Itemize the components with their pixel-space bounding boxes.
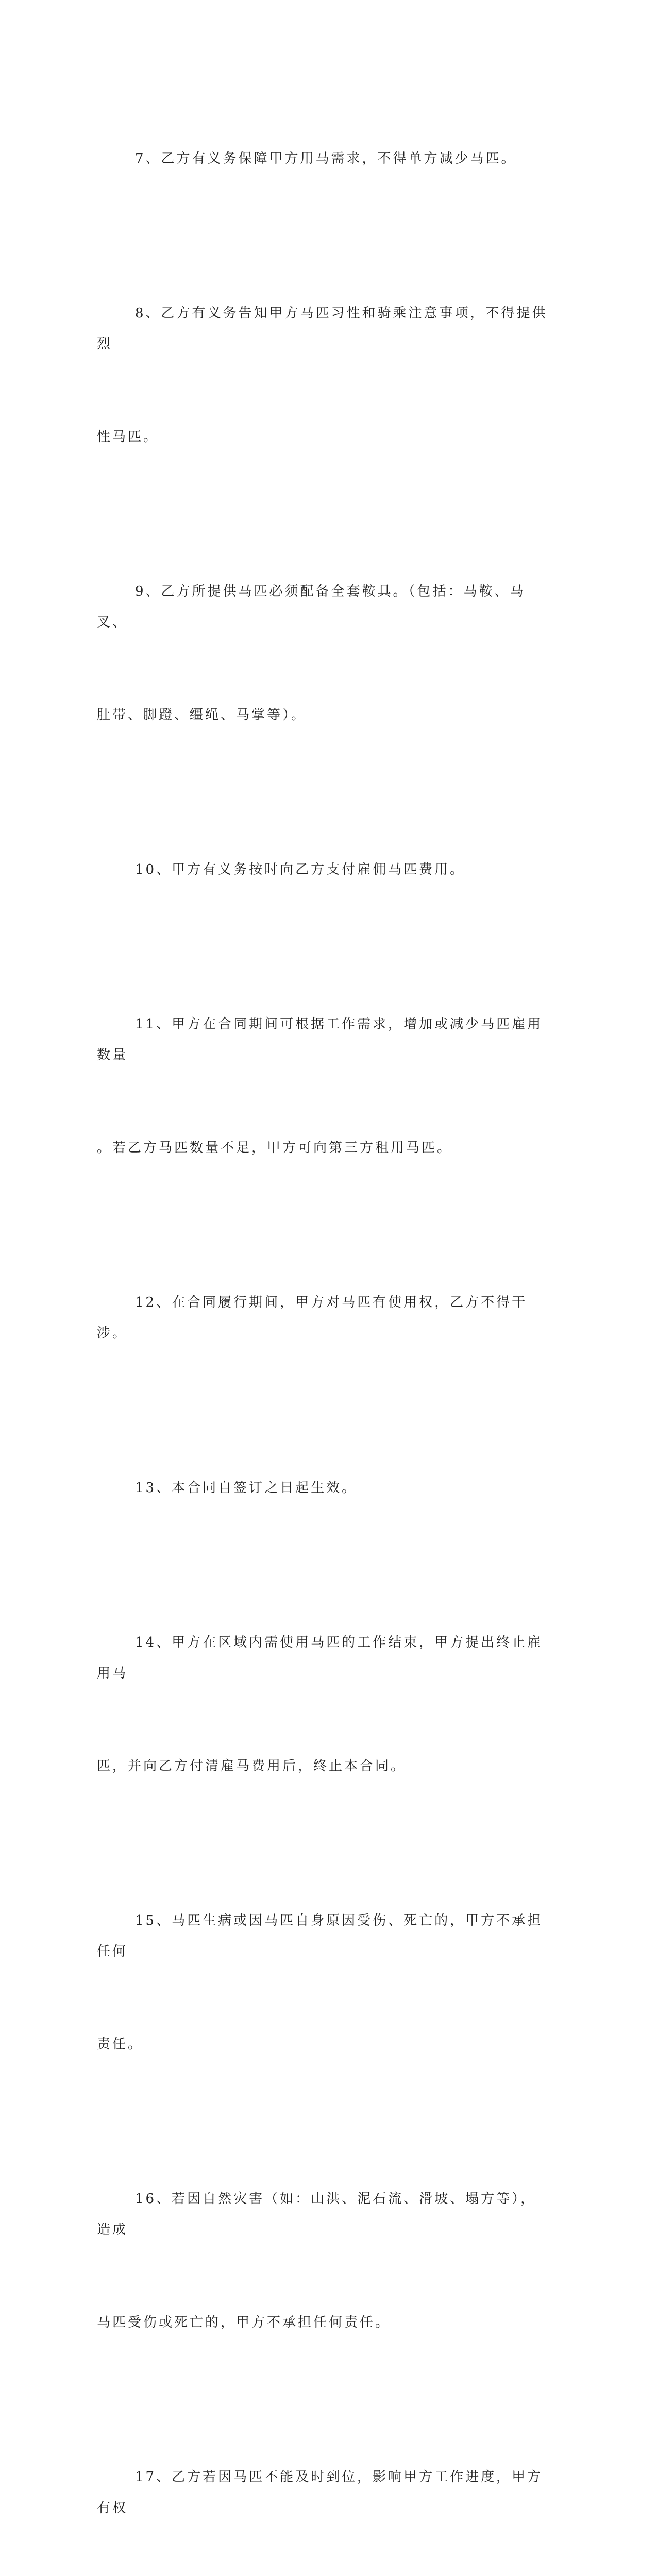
- clause-line: 9、乙方所提供马匹必须配备全套鞍具。（包括：马鞍、马叉、: [97, 584, 526, 630]
- clause-13: [97, 1411, 550, 1565]
- clause-16: [97, 2122, 550, 2400]
- clause-15: [97, 1843, 550, 2122]
- clause-9: [97, 514, 550, 792]
- clause-line: 10、甲方有义务按时向乙方支付雇佣马匹费用。: [135, 862, 466, 877]
- clause-line: 13、本合同自签订之日起生效。: [135, 1480, 358, 1496]
- clause-line: 17、乙方若因马匹不能及时到位，影响甲方工作进度，甲方有权: [97, 2469, 543, 2516]
- clause-10: [97, 792, 550, 947]
- clause-line: 。若乙方马匹数量不足，甲方可向第三方租用马匹。: [97, 1140, 453, 1156]
- clause-line: 马匹受伤或死亡的，甲方不承担任何责任。: [97, 2315, 391, 2330]
- clause-line: 14、甲方在区域内需使用马匹的工作结束，甲方提出终止雇用马: [97, 1635, 543, 1681]
- clause-line: 匹，并向乙方付清雇马费用后，终止本合同。: [97, 1758, 407, 1774]
- clause-line: 性马匹。: [97, 429, 159, 445]
- clause-line: 肚带、脚蹬、缰绳、马掌等）。: [97, 707, 307, 723]
- clause-line: 12、在合同履行期间，甲方对马匹有使用权，乙方不得干涉。: [97, 1295, 528, 1341]
- clause-line: 16、若因自然灾害（如：山洪、泥石流、滑坡、塌方等），造成: [97, 2191, 536, 2238]
- clause-line: 责任。: [97, 2037, 144, 2052]
- clause-line: 7、乙方有义务保障甲方用马需求，不得单方减少马匹。: [135, 151, 517, 166]
- clause-12: [97, 1225, 550, 1411]
- clause-17: [97, 2400, 550, 2576]
- clause-11: [97, 947, 550, 1225]
- clause-14: [97, 1565, 550, 1843]
- clause-line: 11、甲方在合同期间可根据工作需求，增加或减少马匹雇用数量: [97, 1016, 543, 1063]
- clause-7: [97, 81, 550, 236]
- clause-line: 8、乙方有义务告知甲方马匹习性和骑乘注意事项，不得提供烈: [97, 306, 548, 352]
- clause-line: 15、马匹生病或因马匹自身原因受伤、死亡的，甲方不承担任何: [97, 1913, 543, 1959]
- contract-body: [97, 81, 550, 2576]
- clause-8: [97, 236, 550, 514]
